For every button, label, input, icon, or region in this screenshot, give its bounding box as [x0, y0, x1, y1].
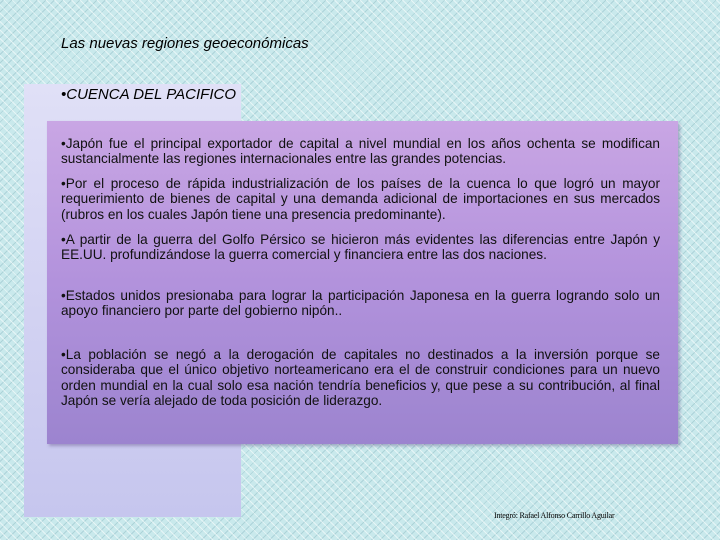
bullet-4: •Estados unidos presionaba para lograr la participación Japonesa en la guerra logrando solo un apoyo financiero por parte del gobierno nipón.. [61, 288, 660, 319]
bullet-1: •Japón fue el principal exportador de capital a nivel mundial en los años ochenta se modifican sustancialmente las regiones internacionales entre las grandes potencias. [61, 136, 660, 167]
bullet-5: •La población se negó a la derogación de capitales no destinados a la inversión porque se consideraba que el único objetivo norteamericano era el de construir condiciones para un nuevo orden mundial en la cual solo esa nación tendría beneficios y, que pese a su contribución, al final Japón se vería alejado de toda posición de liderazgo. [61, 347, 660, 409]
bullet-2: •Por el proceso de rápida industrialización de los países de la cuenca lo que logró un mayor requerimiento de bienes de capital y una demanda adicional de importaciones en sus mercados (rubros en los cuales Japón tiene una presencia predominante). [61, 176, 660, 222]
section-heading: •CUENCA DEL PACIFICO [61, 86, 237, 103]
slide-title: Las nuevas regiones geoeconómicas [61, 35, 309, 52]
content-box [47, 121, 678, 444]
author-credit: Integró: Rafael Alfonso Carrillo Aguilar [494, 511, 615, 520]
bullet-3: •A partir de la guerra del Golfo Pérsico se hicieron más evidentes las diferencias entre Japón y EE.UU. profundizándose la guerra comercial y financiera entre las dos naciones. [61, 232, 660, 263]
